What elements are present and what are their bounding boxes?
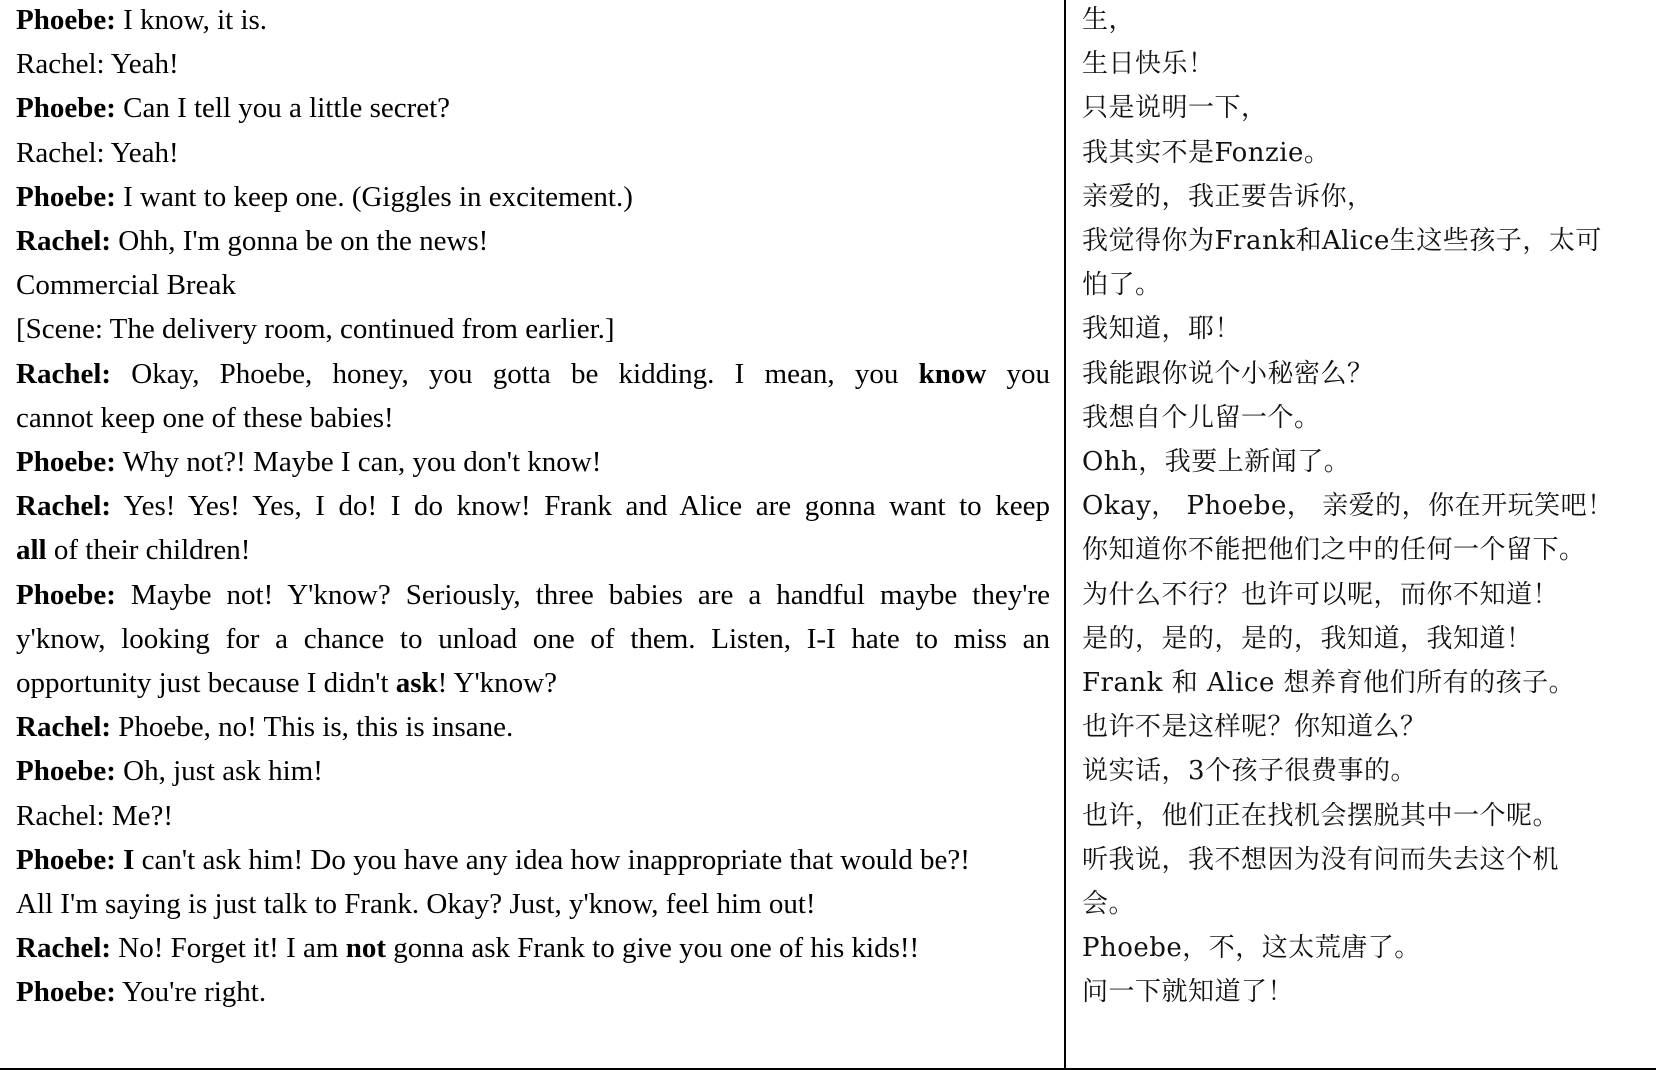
chinese-line: Ohh，我要上新闻了。 [1082, 447, 1351, 477]
bold-text: Rachel: [16, 225, 112, 257]
bold-text: ask [395, 667, 438, 699]
english-line [16, 41, 1050, 87]
chinese-line: 会。 [1082, 889, 1136, 919]
bold-text: Phoebe: [16, 446, 116, 478]
english-line [16, 306, 1050, 352]
line-text: gonna ask Frank to give you one of his kids!! [385, 932, 920, 965]
bold-text: Rachel: [16, 932, 112, 965]
line-text: I want to keep one. (Giggles in excitement.) [115, 180, 633, 213]
chinese-line: 亲爱的，我正要告诉你， [1082, 181, 1374, 212]
bold-text: Phoebe: I [16, 843, 135, 876]
chinese-line: Phoebe，不，这太荒唐了。 [1082, 933, 1421, 964]
line-text: You're right. [115, 976, 267, 1009]
chinese-line: 听我说，我不想因为没有问而失去这个机 [1082, 844, 1560, 875]
column-divider [1064, 0, 1066, 1070]
english-line [16, 616, 1050, 662]
line-text: cannot keep one of these babies! [16, 401, 394, 434]
english-line [16, 85, 1050, 131]
english-line [16, 0, 1050, 43]
bold-text: Rachel: [16, 357, 112, 390]
chinese-line: 我觉得你为Frank和Alice生这些孩子，太可 [1082, 226, 1602, 256]
chinese-line: 说实话，3个孩子很费事的。 [1082, 756, 1418, 787]
english-line [16, 174, 1050, 220]
line-text: Oh, just ask him! [115, 755, 323, 788]
english-line [16, 351, 1050, 397]
bold-text: Phoebe: [16, 92, 116, 125]
line-text: Okay, Phoebe, honey, you gotta be kidding. I mean, you [111, 357, 919, 390]
bold-text: Phoebe: [16, 180, 116, 213]
line-text: of their children! [46, 534, 251, 567]
english-line [16, 837, 1050, 883]
english-line [16, 439, 1050, 485]
line-text: Maybe not! Y'know? Seriously, three babies are a handful maybe they're [115, 578, 1050, 611]
chinese-line: 问一下就知道了！ [1082, 977, 1295, 1008]
line-text: Phoebe, no! This is, this is insane. [111, 711, 514, 744]
line-text: Ohh, I'm gonna be on the news! [111, 225, 489, 257]
english-line [16, 704, 1050, 750]
chinese-line: 是的，是的，是的，我知道，我知道！ [1082, 623, 1533, 654]
line-text: Why not?! Maybe I can, you don't know! [115, 446, 602, 478]
chinese-line: 也许，他们正在找机会摆脱其中一个呢。 [1082, 800, 1560, 831]
english-line [16, 218, 1050, 264]
chinese-line: Okay， Phoebe， 亲爱的，你在开玩笑吧！ [1082, 491, 1614, 522]
chinese-line: 我能跟你说个小秘密么？ [1082, 358, 1374, 389]
chinese-line: 怕了。 [1082, 270, 1162, 301]
bold-text: know [918, 357, 987, 390]
bold-text: Rachel: [16, 711, 112, 744]
chinese-line: 生， [1082, 5, 1136, 35]
chinese-line: 为什么不行？也许可以呢，而你不知道！ [1082, 579, 1560, 610]
line-text: All I'm saying is just talk to Frank. Okay? Just, y'know, feel him out! [16, 888, 816, 920]
english-line [16, 660, 1050, 706]
bold-text: Phoebe: [16, 755, 116, 788]
bold-text: all [16, 534, 47, 567]
chinese-line: 我想自个儿留一个。 [1082, 402, 1321, 433]
bold-text: Rachel: [16, 490, 112, 523]
english-line [16, 483, 1050, 529]
line-text: ! Y'know? [437, 667, 557, 699]
line-text: Rachel: Me?! [16, 799, 174, 832]
chinese-line: Frank 和 Alice 想养育他们所有的孩子。 [1082, 668, 1576, 698]
line-text: [Scene: The delivery room, continued from earlier.] [16, 313, 615, 346]
line-text: can't ask him! Do you have any idea how inappropriate that would be?! [134, 843, 970, 876]
line-text: Rachel: Yeah! [16, 136, 179, 169]
chinese-line: 只是说明一下， [1082, 93, 1268, 124]
english-line [16, 969, 1050, 1015]
line-text: No! Forget it! I am [111, 932, 346, 965]
english-line [16, 748, 1050, 794]
english-line [16, 395, 1050, 441]
bold-text: Phoebe: [16, 976, 116, 1009]
line-text: Commercial Break [16, 269, 236, 302]
chinese-line: 我其实不是Fonzie。 [1082, 137, 1331, 168]
line-text: Rachel: Yeah! [16, 48, 179, 81]
english-line [16, 793, 1050, 839]
english-line [16, 130, 1050, 176]
line-text: Yes! Yes! Yes, I do! I do know! Frank and Alice are gonna want to keep [111, 490, 1050, 523]
chinese-line: 生日快乐！ [1082, 49, 1215, 80]
line-text: Can I tell you a little secret? [115, 92, 451, 125]
bold-text: not [345, 932, 386, 965]
line-text: opportunity just because I didn't [16, 667, 396, 699]
chinese-line: 你知道你不能把他们之中的任何一个留下。 [1082, 535, 1586, 566]
english-line [16, 572, 1050, 618]
english-line [16, 527, 1050, 573]
english-line [16, 925, 1050, 971]
line-text: y'know, looking for a chance to unload one of them. Listen, I-I hate to miss an [16, 622, 1050, 655]
line-text: I know, it is. [115, 4, 268, 36]
chinese-line: 也许不是这样呢？你知道么？ [1082, 712, 1427, 743]
english-line [16, 881, 1050, 927]
chinese-line: 我知道，耶！ [1082, 314, 1242, 345]
english-line [16, 262, 1050, 308]
bold-text: Phoebe: [16, 4, 116, 36]
line-text: you [986, 357, 1050, 390]
bold-text: Phoebe: [16, 578, 116, 611]
